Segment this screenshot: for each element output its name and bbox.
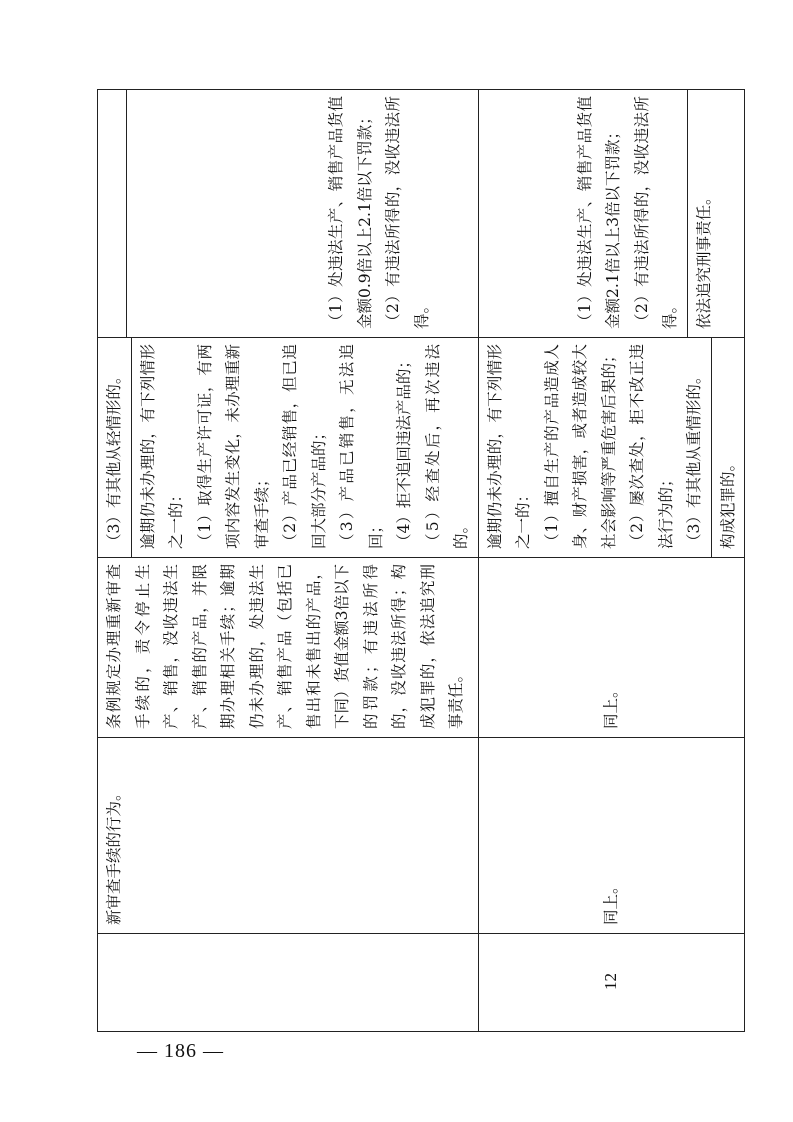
circumstance-line: 逾期仍未办理的，有下列情形之一的： [138,344,185,549]
page-number: — 186 — [137,1040,224,1062]
penalty-line: （2）有违法所得的，没收违法所得。 [384,96,431,329]
penalty-top-blank [98,90,127,337]
circumstance-line: （3）有其他从重情形的。 [685,368,703,549]
circumstance-list [132,338,478,557]
circumstance-line: 逾期仍未办理的，有下列情形之一的： [485,344,532,549]
table-row [98,90,479,1032]
row-number [98,934,479,1032]
circumstance-list [479,338,712,557]
circumstance-cell [98,338,479,558]
crime-condition: 构成犯罪的。 [718,455,737,549]
circumstance-line: （3）产品已销售，无法追回； [338,344,385,549]
circumstance-line: （2）产品已经销售，但已追回大部分产品的； [281,344,328,549]
circumstance-line: （2）屡次查处，拒不改正违法行为的； [628,344,675,549]
penalty-line: （1）处违法生产、销售产品货值金额0.9倍以上2.1倍以下罚款； [327,96,374,329]
penalty-standard-table [97,89,745,1032]
penalty-list [127,90,438,337]
circumstance-cell [478,338,745,558]
violation-act: 新审查手续的行为。 [98,738,479,934]
legal-reference: 条例规定办理重新审查手续的，责令停止生产、销售，没收违法生产、销售的产品，并限期办理相关手续；逾期仍未办理的，处违法生产、销售产品（包括已售出和未售出的产品，下同）货值金额3倍以下的罚款；有违法所得的，没收违法所得；构成犯罪的，依法追究刑事责任。 [98,558,479,738]
circumstance-line: （5）经查处后，再次违法的。 [423,344,470,549]
penalty-line: （2）有违法所得的，没收违法所得。 [632,96,679,329]
crime-penalty: 依法追究刑事责任。 [694,189,713,329]
violation-act: 同上。 [478,738,745,934]
table-row [478,90,745,1032]
circumstance-top: （3）有其他从轻情形的。 [98,338,132,557]
legal-reference: 同上。 [478,558,745,738]
circumstance-line: （4）拒不追回违法产品的； [395,353,413,549]
penalty-cell [98,90,479,338]
penalty-cell [478,90,745,338]
circumstance-line: （1）取得生产许可证，有两项内容发生变化，未办理重新审查手续； [195,344,271,549]
penalty-line: （1）处违法生产、销售产品货值金额2.1倍以上3倍以下罚款； [575,96,622,329]
circumstance-line: （1）擅自生产的产品造成人身、财产损害，或者造成较大社会影响等严重危害后果的； [542,344,618,549]
row-number: 12 [478,934,745,1032]
penalty-list [479,90,688,337]
rotated-page-content [97,90,737,1032]
